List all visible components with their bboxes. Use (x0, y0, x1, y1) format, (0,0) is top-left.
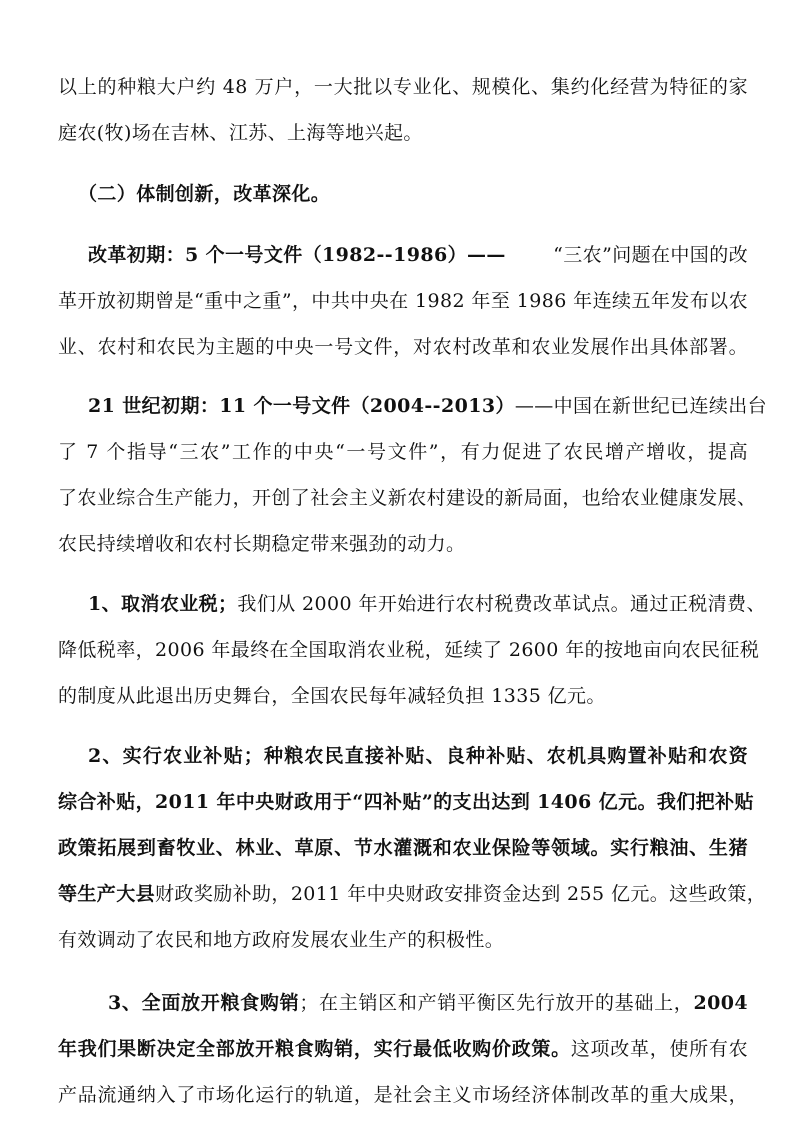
p5-bold-decision: 年我们果断决定全部放开粮食购销，实行最低收购价政策。 (58, 1038, 571, 1060)
p4-line-5: 有效调动了农民和地方政府发展农业生产的积极性。 (58, 929, 505, 951)
intro-line-2: 庭农(牧)场在吉林、江苏、上海等地兴起。 (58, 122, 423, 144)
p2-line-4: 农民持续增收和农村长期稳定带来强劲的动力。 (58, 533, 466, 555)
p4-bold-lead: 等生产大县 (58, 883, 156, 905)
p4-line-3: 政策拓展到畜牧业、林业、草原、节水灌溉和农业保险等领域。实行粮油、生猪 (58, 837, 748, 859)
p2-line-3: 了农业综合生产能力，开创了社会主义新农村建设的新局面，也给农业健康发展、 (58, 487, 757, 509)
p4-line-4 (58, 883, 767, 905)
p2-line-2: 了 7 个指导“三农”工作的中央“一号文件”，有力促进了农民增产增收，提高 (58, 441, 748, 463)
p5-line-3: 产品流通纳入了市场化运行的轨道，是社会主义市场经济体制改革的重大成果， (58, 1084, 748, 1106)
p5-bold-lead: 3、全面放开粮食购销 (108, 992, 300, 1014)
p5-line-1 (108, 992, 748, 1014)
p2-bold-lead: 21 世纪初期：11 个一号文件（2004--2013） (88, 395, 515, 417)
p1-line-1-rest: “三农”问题在中国的改 (553, 244, 748, 266)
p3-line-1 (88, 593, 766, 615)
p3-line-1-rest: 我们从 2000 年开始进行农村税费改革试点。通过正税清费、 (237, 593, 766, 615)
p1-line-1 (88, 244, 748, 266)
p3-line-2: 降低税率，2006 年最终在全国取消农业税，延续了 2600 年的按地亩向农民征税 (58, 639, 760, 661)
p5-line-2-rest: 这项改革，使所有农 (570, 1038, 748, 1060)
p5-bold-year: 2004 (693, 992, 748, 1014)
p1-bold-lead: 改革初期：5 个一号文件（1982--1986）—— (88, 244, 506, 266)
p1-line-2: 革开放初期曾是“重中之重”，中共中央在 1982 年至 1986 年连续五年发布以农 (58, 290, 748, 312)
p3-line-3: 的制度从此退出历史舞台，全国农民每年减轻负担 1335 亿元。 (58, 685, 606, 707)
p1-line-3: 业、农村和农民为主题的中央一号文件，对农村改革和农业发展作出具体部署。 (58, 336, 748, 358)
p3-bold-lead: 1、取消农业税； (88, 593, 238, 615)
p4-line-4-rest: 财政奖励补助，2011 年中央财政安排资金达到 255 亿元。这些政策， (155, 883, 767, 905)
intro-line-1: 以上的种粮大户约 48 万户，一大批以专业化、规模化、集约化经营为特征的家 (58, 76, 748, 98)
p5-line-2 (58, 1038, 748, 1060)
section-heading: （二）体制创新，改革深化。 (78, 183, 331, 205)
p5-line-1-mid: ；在主销区和产销平衡区先行放开的基础上， (299, 992, 694, 1014)
p4-line-1: 2、实行农业补贴；种粮农民直接补贴、良种补贴、农机具购置补贴和农资 (88, 745, 748, 767)
p2-line-1-rest: ——中国在新世纪已连续出台 (514, 395, 768, 417)
p2-line-1 (88, 395, 768, 417)
p4-line-2: 综合补贴，2011 年中央财政用于“四补贴”的支出达到 1406 亿元。我们把补贴 (58, 791, 754, 813)
